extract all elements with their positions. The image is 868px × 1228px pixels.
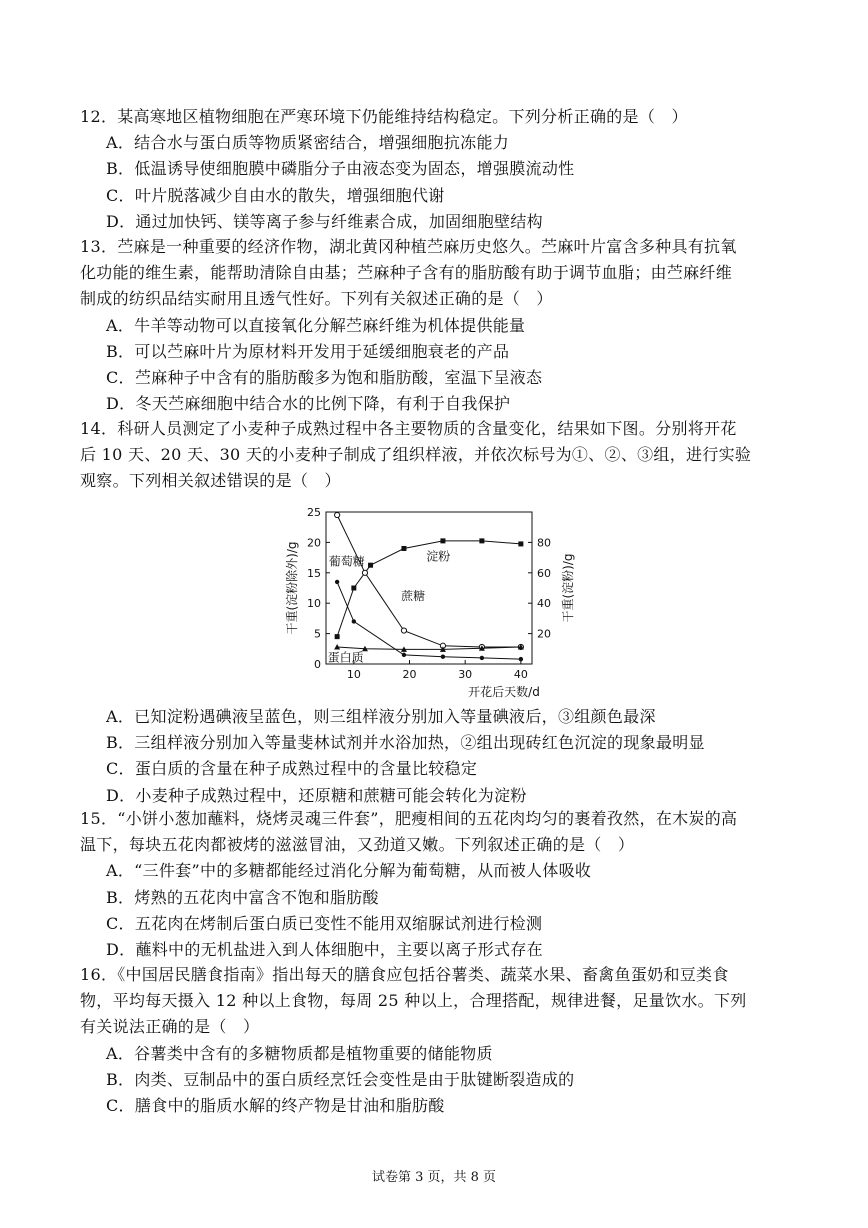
data-point — [441, 655, 445, 659]
data-point — [401, 628, 406, 633]
data-point — [362, 570, 367, 575]
wheat-seed-chart — [282, 500, 582, 700]
answer-option: B．三组样液分别加入等量斐林试剂并水浴加热，②组出现砖红色沉淀的现象最明显 — [106, 733, 705, 753]
series-label: 蔗糖 — [401, 589, 426, 604]
x-tick-label: 40 — [513, 668, 528, 681]
answer-option: B．可以苎麻叶片为原材料开发用于延缓细胞衰老的产品 — [106, 341, 510, 361]
data-point — [518, 541, 523, 546]
x-tick-label: 20 — [402, 668, 417, 681]
data-point — [402, 653, 406, 657]
answer-option: A．结合水与蛋白质等物质紧密结合，增强细胞抗冻能力 — [106, 133, 510, 153]
question-stem-line: 有关说法正确的是（ ） — [80, 1017, 260, 1037]
series-label: 葡萄糖 — [328, 554, 365, 569]
x-tick-label: 30 — [458, 668, 473, 681]
data-point — [368, 563, 373, 568]
answer-option: A．牛羊等动物可以直接氧化分解苎麻纤维为机体提供能量 — [106, 315, 526, 335]
answer-option: B．低温诱导使细胞膜中磷脂分子由液态变为固态，增强膜流动性 — [106, 159, 575, 179]
data-point — [519, 657, 523, 661]
question-stem-line: 14．科研人员测定了小麦种子成熟过程中各主要物质的含量变化，结果如下图。分别将开花 — [80, 419, 737, 438]
page-footer: 试卷第 3 页，共 8 页 — [371, 1170, 497, 1185]
data-point — [440, 538, 445, 543]
data-point — [352, 619, 356, 623]
answer-option: C．叶片脱落减少自由水的散失，增强细胞代谢 — [106, 185, 445, 205]
question-stem-line: 制成的纺织品结实耐用且透气性好。下列有关叙述正确的是（ ） — [80, 289, 553, 309]
question-stem-line: 温下，每块五花肉都被烤的滋滋冒油，又劲道又嫩。下列叙述正确的是（ ） — [80, 835, 635, 855]
answer-option: D．蘸料中的无机盐进入到人体细胞中，主要以离子形式存在 — [106, 940, 543, 959]
answer-option: C．膳食中的脂质水解的终产物是甘油和脂肪酸 — [106, 1096, 445, 1115]
right-tick-label: 60 — [537, 566, 551, 580]
answer-option: B．肉类、豆制品中的蛋白质经烹饪会变性是由于肽键断裂造成的 — [106, 1069, 575, 1089]
data-point — [401, 546, 406, 551]
answer-option: D．小麦种子成熟过程中，还原糖和蔗糖可能会转化为淀粉 — [106, 785, 527, 805]
plot-frame — [326, 512, 532, 664]
answer-option: A．谷薯类中含有的多糖物质都是植物重要的储能物质 — [106, 1043, 493, 1063]
data-point — [480, 656, 484, 660]
series-label: 蛋白质 — [327, 650, 364, 665]
answer-option: C．苎麻种子中含有的脂肪酸多为饱和脂肪酸，室温下呈液态 — [106, 368, 543, 387]
series-line — [337, 515, 521, 647]
left-tick-label: 5 — [314, 627, 321, 641]
left-tick-label: 10 — [307, 597, 321, 611]
question-stem-line: 15．“小饼小葱加蘸料，烧烤灵魂三件套”，肥瘦相间的五花肉均匀的裹着孜然，在木炭的高 — [80, 809, 738, 828]
answer-option: C．五花肉在烤制后蛋白质已变性不能用双缩脲试剂进行检测 — [106, 913, 543, 933]
x-axis-label: 开花后天数/d — [468, 685, 540, 699]
right-axis-label: 干重(淀粉)/g — [561, 553, 575, 623]
answer-option: D．通过加快钙、镁等离子参与纤维素合成，加固细胞壁结构 — [106, 211, 543, 231]
question-stem-line: 观察。下列相关叙述错误的是（ ） — [80, 471, 341, 491]
data-point — [335, 512, 340, 517]
question-stem-line: 化功能的维生素，能帮助清除自由基；苎麻种子含有的脂肪酸有助于调节血脂；由苎麻纤维 — [80, 263, 733, 283]
data-point — [351, 586, 356, 591]
right-tick-label: 40 — [537, 597, 551, 611]
left-tick-label: 20 — [307, 536, 321, 550]
left-tick-label: 15 — [307, 566, 321, 580]
question-stem-line: 后 10 天、20 天、30 天的小麦种子制成了组织样液，并依次标号为①、②、③组，进行实验 — [80, 445, 752, 465]
question-stem-line: 物，平均每天摄入 12 种以上食物，每周 25 种以上，合理搭配，规律进餐，足量饮水。下列 — [80, 991, 747, 1011]
answer-option: A．“三件套”中的多糖都能经过消化分解为葡萄糖，从而被人体吸收 — [106, 861, 592, 881]
right-tick-label: 80 — [537, 536, 551, 550]
data-point — [335, 634, 340, 639]
right-tick-label: 20 — [537, 627, 551, 641]
series-label: 淀粉 — [426, 549, 451, 564]
question-stem-line: 13．苎麻是一种重要的经济作物，湖北黄冈种植苎麻历史悠久。苎麻叶片富含多种具有抗氧 — [80, 237, 737, 256]
data-point — [479, 538, 484, 543]
data-point — [335, 580, 339, 584]
question-stem-line: 12．某高寒地区植物细胞在严寒环境下仍能维持结构稳定。下列分析正确的是（ ） — [80, 107, 688, 126]
answer-option: B．烤熟的五花肉中富含不饱和脂肪酸 — [106, 887, 379, 907]
answer-option: D．冬天苎麻细胞中结合水的比例下降，有利于自我保护 — [106, 394, 511, 414]
left-axis-label: 干重(淀粉除外)/g — [285, 541, 299, 635]
x-tick-label: 10 — [346, 668, 361, 681]
answer-option: A．已知淀粉遇碘液呈蓝色，则三组样液分别加入等量碘液后，③组颜色最深 — [106, 707, 656, 726]
left-tick-label: 0 — [314, 658, 321, 671]
question-stem-line: 16．《中国居民膳食指南》指出每天的膳食应包括谷薯类、蔬菜水果、畜禽鱼蛋奶和豆类食 — [80, 965, 729, 984]
left-tick-label: 25 — [307, 506, 321, 519]
answer-option: C．蛋白质的含量在种子成熟过程中的含量比较稳定 — [106, 759, 478, 779]
